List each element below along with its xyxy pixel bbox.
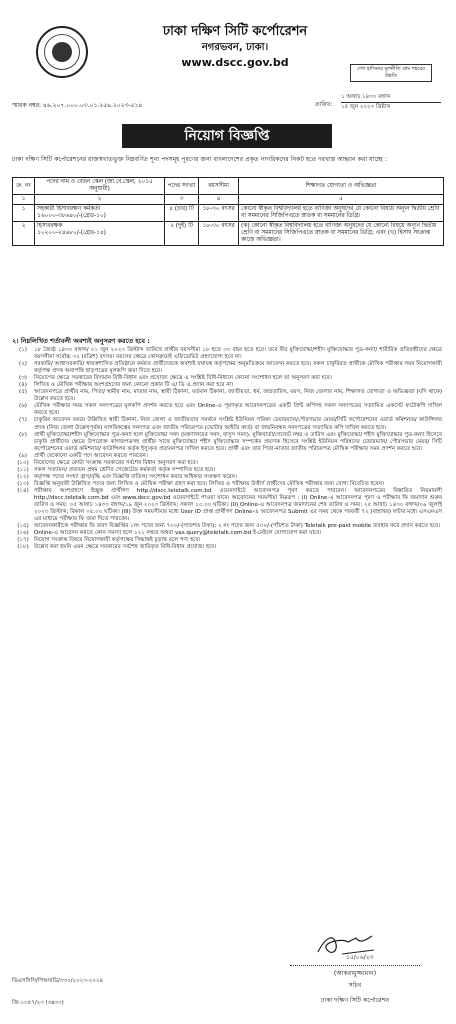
conditions-heading: ২। নিম্নলিখিত শর্তাবলী অবশ্যই অনুসরণ করতে হবে :: [12, 337, 150, 345]
notice-title: নিয়োগ বিজ্ঞপ্তি: [122, 124, 332, 148]
condition-number: (১): [19, 347, 27, 353]
row-serial: ২: [13, 222, 35, 246]
seal-emblem: [52, 42, 72, 62]
date-gregorian: ১৫ জুন ২০২৩ খ্রিষ্টাব্দ: [341, 104, 391, 110]
row-post-count: ৪ (চার) টি: [165, 205, 199, 222]
condition-number: (৩): [19, 375, 27, 382]
footer-reference-prd: ডিএসসিসি/পিআরডি/৩৩০/২০২৩-২০২৪: [12, 978, 104, 984]
list-item: [12, 403, 442, 417]
condition-text: উল্লেখ করা হয়নি এমন ক্ষেত্রে সরকারের সর্বশেষ জারিকৃত বিধি-বিধান প্রযোজ্য হবে।: [34, 544, 217, 551]
condition-number: (১২): [17, 473, 29, 480]
dscc-seal-logo: [36, 26, 88, 78]
index-cell: ২: [35, 195, 165, 205]
vacancy-table: [12, 177, 444, 246]
row-post-count: ২ (দুই) টি: [165, 222, 199, 246]
condition-text: সরকারি/ আধাসরকারি/ স্বায়ত্তশাসিত প্রতিষ্ঠানে কর্মরত প্রার্থীদেরকে অবশ্যই যথাযথ কর্তৃপক্ষের অনুমতিক্রমে আবেদন করতে হবে। সকল চাকুরিরত প্রার্থীকে মৌখিক পরীক্ষার সময় নিয়োগকারী কর্তৃপক্ষ প্রদত্ত অনাপত্তি ছাড়পত্রের মূলকপি জমা দিতে হবে।: [34, 361, 442, 375]
row-qualification: কোনো স্বীকৃত বিশ্ববিদ্যালয় হতে বাণিজ্য অনুষদের যে কোনো বিষয়ে অন্যূন দ্বিতীয় শ্রেণি বা সমমানের সিজিপিএতে স্নাতক বা সমমানের ডিগ্রি।: [239, 205, 444, 222]
index-cell: ৪: [199, 195, 239, 205]
list-item: [12, 432, 442, 453]
col-header-count: পদের সংখ্যা: [165, 178, 199, 195]
memo-number: স্মারক নম্বর: ৪৬.২০৭.০০০.০৩.০১.২৫৬.২০২৩-৫১৪: [12, 102, 143, 109]
condition-text: নিয়োগের ক্ষেত্রে সরকারের বিদ্যমান বিধি-বিধান এবং প্রযোজ্য ক্ষেত্রে এ সংশ্লিষ্ট বিধি-বিধানে কোনো সংশোধন হলে তা অনুসরণ করা হবে।: [34, 375, 332, 382]
signatory-organization: ঢাকা দক্ষিণ সিটি কর্পোরেশন: [320, 997, 390, 1004]
condition-number: (১৫): [17, 523, 29, 530]
index-cell: ৫: [239, 195, 444, 205]
condition-number: (১৬): [17, 530, 29, 537]
index-cell: ৩: [165, 195, 199, 205]
signatory-designation: সচিব: [348, 982, 362, 989]
condition-number: (১৮): [17, 544, 29, 551]
table-header-row: [13, 178, 444, 195]
list-item: [12, 389, 442, 403]
slogan-box: শেখ হাসিনার মূলনীতি গ্রাম শহরের উন্নতি: [350, 64, 432, 82]
condition-number: (৯): [19, 452, 27, 459]
condition-text: চাকুরির আবেদন ফরমে উল্লিখিত স্থায়ী ঠিকানা, নিজ জেলা ও জাতীয়তার সমর্থনে সংশ্লিষ্ট ইউনিয়ন পরিষদ চেয়ারম্যান/পৌরসভার মেয়র/সিটি কর্পোরেশনের ওয়ার্ড কমিশনার/ কাউন্সিলর প্রদত্ত (নিজ জেলা উল্লেখপূর্বক) নাগরিকত্বের সনদপত্র এবং জাতীয় পরিচয়পত্র (ভোটার আইডি কার্ড) বা জন্মনিবন্ধন সনদপত্রের সত্যায়িত কপি দাখিল করতে হবে।: [34, 417, 442, 431]
condition-text: সকল সত্যায়ন/ প্রত্যয়ন প্রথম শ্রেণির গেজেটেড কর্মকর্তা কর্তৃক সম্পাদিত হতে হবে।: [34, 466, 216, 473]
organization-address: নগরভবন, ঢাকা।: [201, 42, 269, 53]
table-index-row: [13, 195, 444, 205]
svg-text:১৫/০৬/২৩: ১৫/০৬/২৩: [346, 954, 374, 960]
row-post-cell: [35, 222, 165, 246]
condition-text: Online-এ আবেদন করতে কোন সমস্যা হলে ১২১ নম্বরে অথবা vas.query@teletalk.com.bd ই-মেইলে যোগাযোগ করা যাবে।: [34, 530, 322, 537]
condition-number: (১৭): [17, 537, 29, 544]
list-item: [12, 453, 442, 460]
list-item: [12, 467, 442, 474]
organization-website: www.dscc.gov.bd: [181, 56, 289, 69]
list-item: [12, 474, 442, 481]
row-post-name: সহকারী হিসাবরক্ষণ কর্মকর্তা: [37, 206, 101, 212]
condition-number: (৮): [19, 431, 27, 438]
condition-text: নিয়োগের ক্ষেত্রে কোটা সংক্রান্ত সরকারের সর্বশেষ বিধান অনুসরণ করা হবে।: [34, 459, 198, 466]
condition-number: (২): [19, 361, 27, 368]
table-row: [13, 222, 444, 246]
condition-text: কর্তৃপক্ষ পদের সংখ্যা হ্রাস/বৃদ্ধি এবং বিজ্ঞপ্তি বাতিল/ সংশোধন করার অধিকার সংরক্ষণ করেন।: [34, 473, 237, 480]
col-header-post: পদের নাম ও বেতন স্কেল (জা.বে.স্কেল, ২০১৫ অনুযায়ী): [35, 178, 165, 195]
condition-text: প্রার্থী মুক্তিযোদ্ধা/শহীদ মুক্তিযোদ্ধার পুত্র-কন্যা হলে মুক্তিযোদ্ধা সনদ (মন্ত্রণালয়ের সনদ, বাসুস সনদ), মুক্তিবার্তা/গেজেট নম্বর ও তারিখ এবং মুক্তিযোদ্ধা/ শহীদ মুক্তিযোদ্ধার পুত্র-কন্যা হিসেবে চাকুরি প্রার্থীদের ক্ষেত্রে উপরোক্ত কাগজপত্রসহ প্রার্থীর সাথে মুক্তিযোদ্ধা/ শহীদ মুক্তিযোদ্ধার সম্পর্কের প্রমাণক হিসেবে সংশ্লিষ্ট ইউনিয়ন পরিষদের চেয়ারম্যান/ পৌরসভার মেয়র/ সিটি কর্পোরেশনের ওয়ার্ড কমিশনার/ কাউন্সিলর কর্তৃক ইস্যুকৃত প্রত্যয়নপত্র দাখিল করতে হবে। প্রার্থী এবং তার পিতা-মাতার জাতীয় পরিচয়পত্র মৌখিক পরীক্ষার সময় প্রদর্শন করতে হবে।: [34, 431, 442, 452]
condition-number: (৫): [19, 389, 27, 396]
row-qualification: (ক) কোনো স্বীকৃত বিশ্ববিদ্যালয় হতে বাণিজ্য অনুষদের যে কোনো বিষয়ে অন্যূন দ্বিতীয় শ্রেণি বা সমমানের সিজিপিএতে স্নাতক বা সমমানের ডিগ্রি; এবং (খ) হিসাব সংক্রান্ত কাজে অভিজ্ঞতা।: [239, 222, 444, 246]
condition-text: মৌখিক পরীক্ষার সময় সকল সনদপত্রের মূলকপি প্রদর্শন করতে হবে এবং Online-এ পূরণকৃত আবেদনপত্রের একটি প্রিন্ট কপিসহ সকল সনদপত্রের সত্যায়িত একসেট ফটোকপি দাখিল করতে হবে।: [34, 403, 442, 417]
condition-text: প্রার্থী যেকোনো একটি পদে আবেদন করতে পারবেন।: [34, 452, 148, 459]
list-item: [12, 361, 442, 375]
signature-line: [290, 965, 420, 966]
condition-number: (১০): [17, 459, 29, 466]
row-pay-scale: ১৬০০০-৩৮৬৪০/-(গ্রেড-১০): [37, 213, 106, 219]
signatory-name: (আকরামুজ্জামান): [333, 970, 377, 977]
condition-number: (৪): [19, 382, 27, 389]
condition-text: নিয়োগ সংক্রান্ত বিষয়ে নিয়োগকারী কর্তৃপক্ষের সিদ্ধান্তই চূড়ান্ত বলে গণ্য হবে।: [34, 537, 201, 544]
condition-text: আবেদনকারীকে পরীক্ষার ফি বাবদ বিজ্ঞপ্তির ১নং পদের জন্য ৭০০/-(সাতশত টাকা); ২ নং পদের জন্য ৫০০/-(পাঁচশত টাকা) Teletalk pre-paid mobile ব্যবহার করে প্রদান করতে হবে।: [34, 523, 441, 530]
condition-number: (৭): [19, 417, 27, 424]
conditions-list: [12, 347, 442, 551]
row-post-cell: [35, 205, 165, 222]
date-block: [315, 92, 450, 112]
condition-number: (৬): [19, 403, 27, 410]
table-row: [13, 205, 444, 222]
condition-text: আবেদনপত্রে প্রার্থীর নাম, পিতা/ স্বামীর নাম, মাতার নাম, স্থায়ী ঠিকানা, বর্তমান ঠিকানা, জাতীয়তা, ধর্ম, জন্মতারিখ, বয়স, নিজ জেলার নাম, শিক্ষাগত যোগ্যতা ও অভিজ্ঞতা (যদি থাকে) উল্লেখ করতে হবে।: [34, 389, 442, 403]
row-post-name: হিসাবরক্ষক: [37, 223, 63, 229]
condition-number: (১৪): [17, 487, 29, 494]
condition-number: (১১): [17, 466, 29, 473]
organization-name: ঢাকা দক্ষিণ সিটি কর্পোরেশন: [162, 24, 308, 39]
date-bangla: ১ আষাঢ় ১৪৩০ বঙ্গাব্দ: [341, 94, 391, 100]
index-cell: ১: [13, 195, 35, 205]
condition-number: (১৩): [17, 480, 29, 487]
col-header-serial: ক্র. নং: [13, 178, 35, 195]
date-label: তারিখ:: [315, 101, 333, 108]
row-age-limit: ১৮-৩০ বৎসর: [199, 222, 239, 246]
footer-reference-g: জি-১৩৫৭/২৩ (৩x৩০): [12, 1000, 64, 1006]
list-item: [12, 347, 442, 361]
col-header-qualification: শিক্ষাগত যোগ্যতা ও অভিজ্ঞতা: [239, 178, 444, 195]
list-item: [12, 544, 442, 551]
condition-text: লিখিত ও মৌখিক পরীক্ষায় অংশগ্রহণের জন্য কোনো প্রকার টি এ/ ডি এ প্রদান করা হবে না।: [34, 382, 234, 389]
col-header-age: বয়সসীমা: [199, 178, 239, 195]
condition-text: পরীক্ষায় অংশগ্রহণে ইচ্ছুক প্রার্থীগণ http://dscc.teletalk.com.bd ওয়েবসাইটে আবেদনপত্র পূরণ করতে পারবেন। আবেদনপত্রের বিস্তারিত নিয়মাবলী http://dscc.teletalk.com.bd এবং www.dscc.gov.bd ওয়েবসাইটে পাওয়া যাবে। আবেদনের সময়সীমা নিম্নরূপ : (I) Online-এ আবেদনপত্র পূরণ ও পরীক্ষার ফি জমাদান শুরুর তারিখ ও সময়: ০৫ আষাঢ় ১৪৩০ বঙ্গাব্দ/১৯ জুন ২০২৩ খ্রিস্টাব্দ; সকাল ১০.০০ ঘটিকা। (II) Online-এ আবেদনপত্র জমাদানের শেষ তারিখ ও সময়: ২৫ আষাঢ় ১৪৩০ বঙ্গাব্দ/০৯ জুলাই ২০২৩ খ্রিস্টাব্দ; বিকাল ০৫.০০ ঘটিকা। (III) উক্ত সময়সীমার মধ্যে User ID প্রাপ্ত প্রার্থীগণ Online-এ আবেদনপত্র Submit এর সময় থেকে পরবর্তী ৭২ (বাহাত্তর) ঘন্টার মধ্যে এসএমএস এর মাধ্যমে পরীক্ষার ফি জমা দিতে পারবেন।: [34, 487, 442, 523]
row-serial: ১: [13, 205, 35, 222]
row-age-limit: ১৮-৩০ বৎসর: [199, 205, 239, 222]
condition-text: বিজ্ঞপ্তি অনুযায়ী উল্লিখিত পদের জন্য লিখিত ও মৌখিক পরীক্ষা গ্রহণ করা হবে। লিখিত ও পরীক্ষায় উত্তীর্ণ প্রার্থীদের মৌখিক পরীক্ষার জন্য যোগ্য বিবেচিত হবেন।: [34, 480, 385, 487]
row-pay-scale: ১০২০০-২৪৬৮০/-(গ্রেড-১৪): [37, 230, 106, 236]
date-divider: [341, 102, 441, 103]
list-item: [12, 481, 442, 488]
handwritten-signature: [312, 930, 382, 960]
intro-paragraph: ঢাকা দক্ষিণ সিটি কর্পোরেশনের রাজস্বখাতভুক্ত নিম্নবর্ণিত শূন্য পদসমূহ পূরণের জন্য বাংলাদেশের প্রকৃত নাগরিকদের নিকট হতে দরখাস্ত আহ্বান করা যাচ্ছে :: [12, 156, 387, 163]
condition-text: ১৮ জ্যৈষ্ঠ ১৪৩০ বঙ্গাব্দ/ ০১ জুন ২০২৩ খ্রিস্টাব্দ তারিখে প্রার্থীর বয়সসীমা ১৮ হতে ৩০ বছর হতে হবে। তবে বীর মুক্তিযোদ্ধা/শহীদ মুক্তিযোদ্ধার পুত্র-কন্যা/ শারীরিক প্রতিবন্ধীদের ক্ষেত্রে বয়সসীমা সর্বোচ্চ ৩২ (বত্রিশ) বৎসর। বয়সের ক্ষেত্রে কোনক্রমেই এফিডেভিট গ্রহণযোগ্য হবে না।: [34, 347, 442, 361]
list-item: [12, 417, 442, 431]
list-item: [12, 460, 442, 467]
list-item: [12, 488, 442, 523]
